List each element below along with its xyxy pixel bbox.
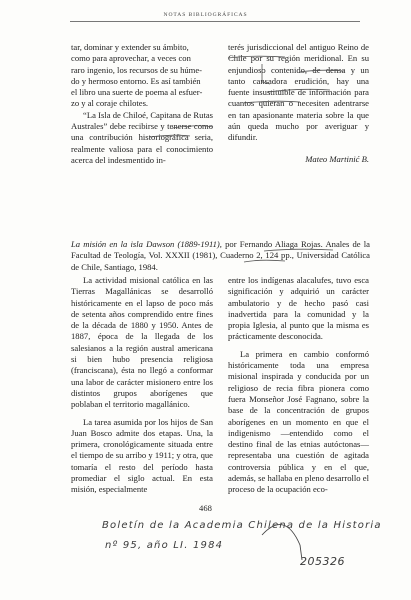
paragraph: terés jurisdiccional del antiguo Reino de Chile por su región meridional. En su enjundioso contenido, de densa y un tanto cansadora erudición, hay una fuente insustituible de información para cuantos quieran o necesiten adentrarse en tan apasionante materia sobre la que aún queda mucho por averiguar y difundir. <box>228 42 369 143</box>
running-head: NOTAS BIBLIOGRÁFICAS <box>163 12 248 18</box>
citation-text: La misión en la isla Dawson (1889-1911), por Fernando Aliaga Rojas. Anales de la Facultad de Teología, Vol. XXXII (1981), Cuaderno 2, 124 pp., Universidad Católica de Chile, Santiago, 1984. <box>71 239 370 272</box>
text-line: raro ingenio, los recursos de su húme- <box>71 64 203 75</box>
paragraph: entre los indígenas alacalufes, tuvo esca significación y adquirió un carácter ambulatorio y de hecho pasó casi inadvertida para la comunidad y la propia Iglesia, al punto que la misma es prácticamente desconocida. <box>228 275 369 342</box>
underline-mark <box>268 89 330 92</box>
text-line: el libro una suerte de poema al esfuer- <box>71 87 203 98</box>
bracket-mark <box>262 64 270 84</box>
underline-mark <box>150 135 190 137</box>
handwritten-catalog-number: 205326 <box>300 555 345 568</box>
handwritten-annotation: nº 95, año LI. 1984 <box>105 540 224 551</box>
page-number: 468 <box>199 503 212 513</box>
underline-mark <box>264 249 333 251</box>
signature-stroke <box>262 525 302 560</box>
citation-title: La misión en la isla Dawson (1889-1911) <box>71 239 220 249</box>
text-line: como para aprovechar, a veces con <box>71 53 191 64</box>
paragraph: La tarea asumida por los hijos de San Juan Bosco admite dos etapas. Una, la primera, cronológicamente situada entre el tiempo de su arribo y 1911; y otra, que tomaría el resto del período hasta promediar el siglo actual. En esta misión, especialmente <box>71 416 213 495</box>
review-signature: Mateo Martinić B. <box>305 154 369 164</box>
text-line: do y hermoso entorno. Es así también <box>71 75 201 86</box>
paragraph: “La Isla de Chiloé, Capitana de Rutas Australes” debe recibirse y tenerse como una contribución historiográfica seria, realmente valiosa para el conocimiento acerca del indesmentido in- <box>71 109 213 165</box>
paragraph: La primera en cambio conformó históricamente toda una empresa misional inspirada y conducida por un religioso de recia fibra pionera como fuera Monseñor José Fagnano, sobre la base de la concentración de grupos aborígenes en un momento en que el indigenismo —entendido como el destino final de las etnias autóctonas— representaba una cuestión de agitada controversia pública y en el que, además, se hallaba en pleno desarrollo el proceso de la ocupación eco- <box>228 348 369 495</box>
underline-mark <box>244 101 300 103</box>
underline-mark <box>244 260 285 262</box>
underline-mark <box>300 70 345 72</box>
paragraph: La actividad misional católica en las Tierras Magallánicas se desarrolló históricamente en el lapso de poco más de setenta años comprendido entre fines de la década de 1880 y 1950. Antes de 1887, época de la llegada de los salesianos a la región austral americana si bien hubo presencia religiosa (franciscana), ésta no llegó a conformar una labor de carácter misionero entre los distintos grupos aborígenes que poblaban el territorio magallánico. <box>71 275 213 410</box>
underline-mark <box>172 126 213 128</box>
handwritten-annotation: Boletín de la Academia Chilena de la Historia <box>102 520 382 531</box>
underline-mark <box>228 56 285 58</box>
text-line: zo y al coraje chilotes. <box>71 98 149 109</box>
text-line: tar, dominar y extender su ámbito, <box>71 42 189 52</box>
